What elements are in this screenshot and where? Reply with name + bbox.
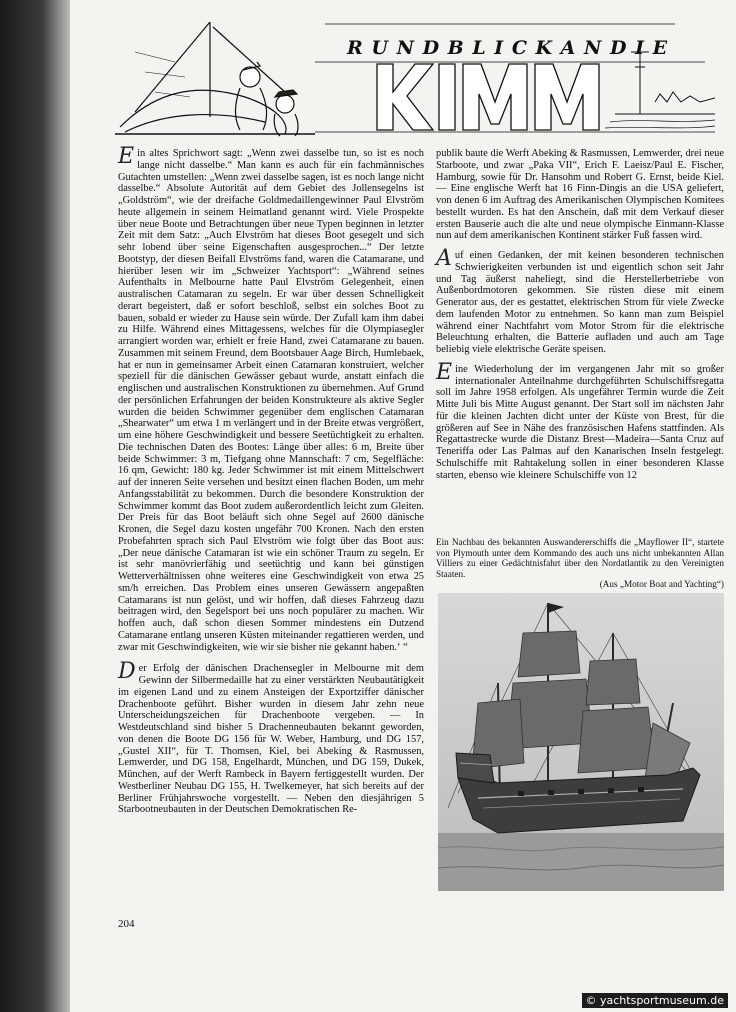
paragraph-aussenbordmotoren — [436, 246, 724, 356]
paragraph-text: publik baute die Werft Abeking & Rasmussen, Lemwerder, drei neue Starboote, und zwar „Paka VII“, Erich F. Laeisz/Paul E. Fischer, Hamburg, sowie für Dr. Hansohm und Robert G. Ernst, beide Kiel. — Eine englische Werft hat 16 Finn-Dingis an die USA geliefert, von denen 6 im Auftrag des Amerikanischen Olympischen Komitees bestellt wurden. Es hat den Anschein, daß mit dem Verkauf dieser ersten Bauserie auch die alte und neue olympische Einmann-Klasse nun auf dem amerikanischen Kontinent stärker Fuß fassen wird. — [436, 148, 724, 242]
paragraph-schulschiffsregatta — [436, 359, 724, 482]
caption-source: (Aus „Motor Boat and Yachting“) — [599, 579, 724, 589]
paragraph-text: er Erfolg der dänischen Drachensegler in Melbourne mit dem Gewinn der Silbermedaille hat zu einer verstärkten Neubautätigkeit im eigenen Land und zu einem Ansteigen der Exportziffer dänischer Drachenboote geführt. Bisher wurden in diesem Jahr zehn neue Unterscheidungszeichen für Drachenboote vergeben. — In Westdeutschland sind bisher 5 Drachenneubauten bekannt geworden, von denen die Boote DG 156 für W. Weber, Hamburg, und DG 157, „Gustel XII“, für T. Thomsen, Kiel, bei Abeking & Rasmussen, Lemwerder, und DG 158, Engelhardt, München, und DG 159, Dukek, München, auf der Werft Rambeck in Bayern fertiggestellt wurden. Der Westberliner Neubau DG 155, H. Twelkemeyer, hat sich bereits auf der Berliner Frühjahrswoche vorgestellt. — Neben den diesjährigen 5 Starbootneubauten in der Deutschen Demokratischen Re- — [118, 663, 424, 816]
paragraph-text: in altes Sprichwort sagt: „Wenn zwei dasselbe tun, so ist es noch lange nicht dasselbe.“ Man kann es auch für ein fachmännisches Gutachten umstellen: „Wenn zwei dasselbe sagen, ist es noch lange nicht dasselbe.“ Absolute Autorität auf dem Gebiet des Jollensegelns ist „Goldström“, wie der dreifache Goldmedaillengewinner Paul Elvström heute allgemein in seinem Heimatland genannt wird. Viele Prospekte über neue Boote und Betrachtungen über neue Typen beginnen in letzter Zeit mit dem Satz: „Auch Elvström hat dieses Boot gesegelt und sich sehr lobend über seine Eigenschaften ausgesprochen...“ Der letzte Bootstyp, der diesen Beifall Elvströms fand, waren die Catamarane, und hierüber lesen wir im „Schweizer Yachtsport“: „Während seines Aufenthalts in Melbourne hatte Paul Elvström Gelegenheit, einen australischen Catamaran zu segeln. Er war über dessen Schnelligkeit derart begeistert, daß er sofort beschloß, selbst ein solches Boot zu bauen, sobald er wieder zu Hause sein würde. Der Zufall kam ihm dabei zu Hilfe. Während eines Mittagessens, welches für die Olympiasegler arrangiert worden war, erhielt er freie Hand, zwei Catamarane zu bauen. Zusammen mit seinem Freund, dem Bootsbauer Aage Birch, Humlebaek, hat er nun in gemeinsamer Arbeit einen Catamaran konstruiert, welcher speziell für die dänischen Gewässer gebaut wurde, anstatt einfach die englischen und australischen Konstruktionen zu übernehmen. Auf Grund der persönlichen Erfahrungen der beiden Konstrukteure als aktive Segler wurden die beiden Schwimmer gegenüber dem englischen Catamaran „Shearwater“ um etwa 1 m verlängert und in der Breite etwas vergrößert, um eine höhere Geschwindigkeit und bessere Seetüchtigkeit zu erhalten. Die technischen Daten des Bootes: Länge über alles: 6 m, Breite über beide Schwimmer: 3 m, Tiefgang ohne Mannschaft: 7 cm, Segelfläche: 16 qm, Gewicht: 180 kg. Jeder Schwimmer ist mit einem Mittelschwert auf der inneren Seite versehen und besitzt einen flachen Boden, um mehr Anfangsstabilität zu bekommen. Durch die besondere Konstruktion der Schwimmer kommt das Boot zudem außerordentlich leicht zum Gleiten. Der Preis für das Boot beläuft sich ohne Segel auf 2600 dänische Kronen, die Segel dazu kosten ungefähr 700 Kronen. Nach den ersten Probefahrten sprach sich Paul Elvström wie folgt über das Boot aus: „Der neue dänische Catamaran ist wie ein schöner Traum zu segeln. Er ist sehr manövrierfähig und seetüchtig und kann bei günstigen Wetterverhältnissen ohne weiteres eine Geschwindigkeit von etwa 25 sm/h erreichen. Das Problem eines unseren Gewässern angepaßten Catamarans ist nun gelöst, und wir hoffen, daß dieses Fahrzeug dazu beitragen wird, den Segelsport bei uns noch populärer zu machen. Wir hoffen auch, daß schon diesen Sommer mindestens ein Dutzend Catamarane entlang unseren Küsten miteinander regattieren werden, und zwar mit Geschwindigkeiten, wie wir sie bisher nie gekannt haben.‘ “ — [118, 148, 424, 653]
paragraph-text: uf einen Gedanken, der mit keinen besonderen technischen Schwierigkeiten verbunden ist und eigentlich schon seit Jahr und Tag äußerst naheliegt, sind die Herstellerbetriebe von Außenbordmotoren gekommen. Sie rüsten diese mit einem Generator aus, der es gestattet, elektrischen Strom für viele Zwecke dem laufenden Motor zu entnehmen. So kann man zum Beispiel während einer Nachtfahrt vom Motor Strom für die elektrische Beleuchtung erhalten, die Batterie aufladen und auch am Tage beliebig viele elektrische Geräte speisen. — [436, 250, 724, 355]
sailing-scene-drawing — [115, 22, 315, 136]
magazine-page — [70, 0, 736, 1012]
rundblick-title: R U N D B L I C K A N D I E — [347, 37, 669, 59]
paragraph-drachensegler — [118, 659, 424, 816]
copyright-watermark: © yachtsportmuseum.de — [582, 993, 728, 1008]
paragraph-text: ine Wiederholung der im vergangenen Jahr mit so großer internationaler Anteilnahme durchgeführten Schulschiffsregatta soll im Jahre 1958 erfolgen. Als ungefährer Termin wurde die Zeit Mitte Juli bis Mitte August genannt. Der Start soll im nächsten Jahr für die kleinen Jachten dicht unter der Küste von Brest, für die größeren auf See in Nähe des französischen Hafens stattfinden. Als Regattastrecke wurde die Distanz Brest—Madeira—Santa Cruz auf Teneriffa oder Las Palmas auf den Kanarischen Inseln festgelegt. Schulschiffe mit Rahtakelung sollen in einer besonderen Klasse starten, ebenso wie kleinere Schulschiffe von 12 — [436, 363, 724, 481]
book-gutter — [0, 0, 70, 1012]
header-illustration — [115, 22, 715, 137]
paragraph-starboote — [436, 148, 724, 242]
dropcap: D — [118, 659, 136, 685]
photo-caption — [436, 537, 724, 590]
caption-text: Ein Nachbau des bekannten Auswandererschiffs die „Mayflower II“, startete von Plymouth unter dem Kommando des auch uns nicht unbekannten Allan Villiers zu einer Gedächtnisfahrt über den Nordatlantik zu den Vereinigten Staaten. — [436, 537, 724, 579]
dropcap: A — [436, 246, 452, 271]
right-column — [436, 148, 724, 481]
paragraph-catamaran — [118, 144, 424, 653]
left-column — [118, 144, 424, 816]
mayflower-photo — [438, 593, 724, 891]
kimm-letters — [377, 64, 599, 130]
dropcap: E — [118, 144, 135, 169]
dropcap: E — [436, 359, 453, 385]
page-number: 204 — [118, 918, 135, 930]
